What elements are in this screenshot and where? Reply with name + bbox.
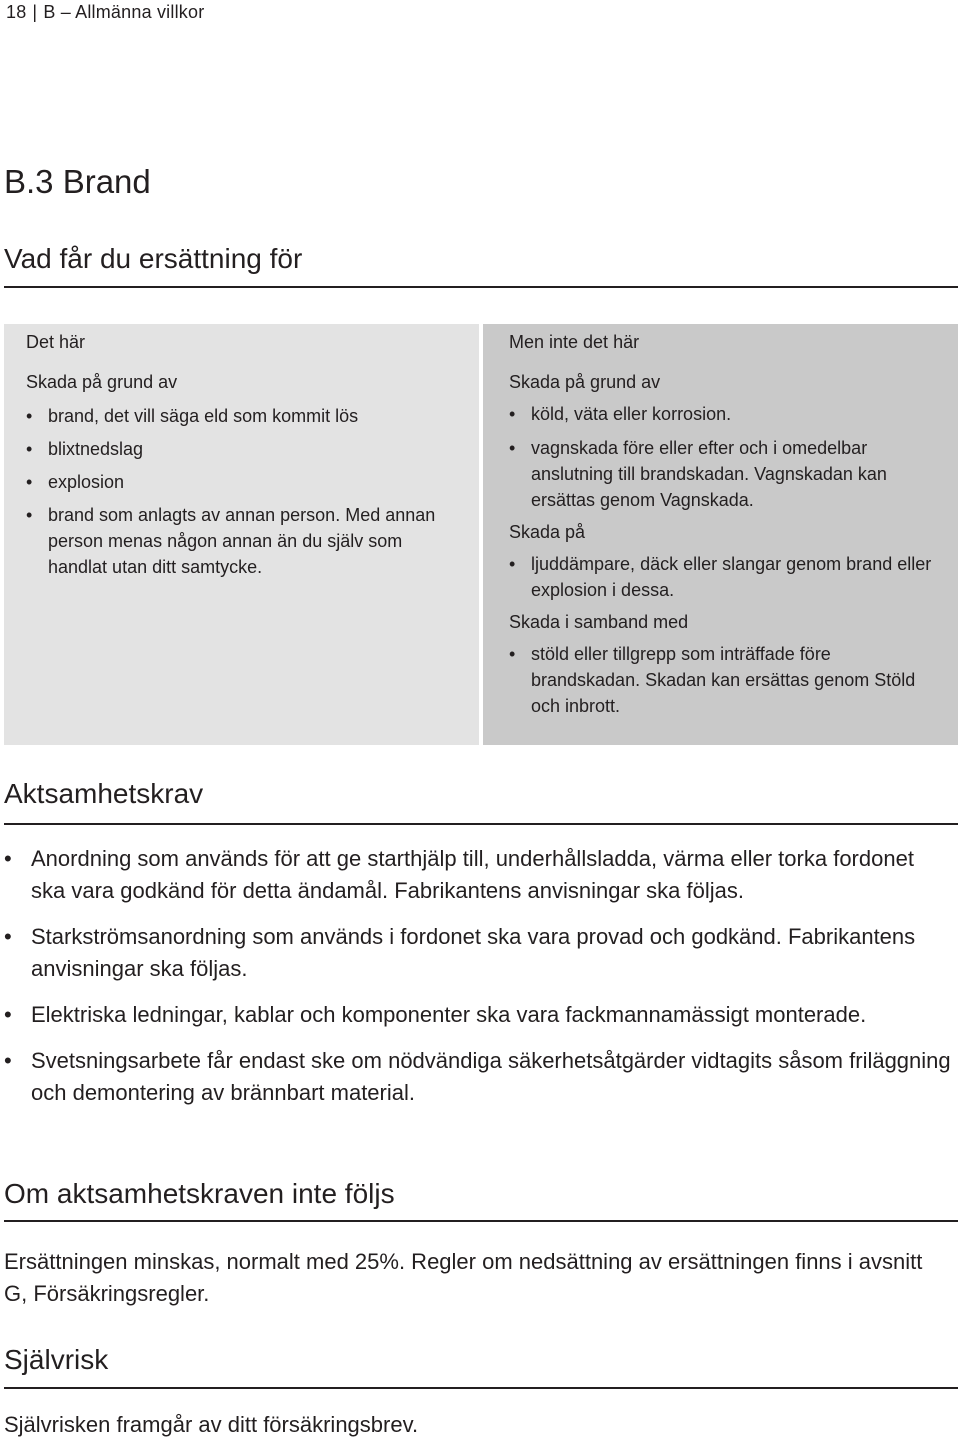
not-covered-intro: Skada på — [509, 522, 586, 542]
list-item: • brand, det vill säga eld som kommit lös — [26, 403, 457, 429]
page-header — [6, 2, 204, 23]
aktsamhet-list — [4, 843, 954, 1123]
divider — [4, 1220, 958, 1222]
list-item: • blixtnedslag — [26, 436, 457, 462]
om-aktsamhet-heading: Om aktsamhetskraven inte följs — [4, 1178, 395, 1209]
page-number: 18 — [6, 2, 27, 22]
list-item: • vagnskada före eller efter och i omedelbar anslutning till brandskadan. Vagnskadan kan ersättas genom Vagnskada. — [509, 435, 938, 513]
list-item: • Elektriska ledningar, kablar och komponenter ska vara fackmannamässigt monterade. — [4, 999, 954, 1031]
not-covered-column — [483, 324, 958, 745]
not-covered-list — [509, 551, 938, 603]
covered-intro: Skada på grund av — [26, 372, 178, 392]
covered-list — [26, 403, 457, 580]
coverage-table — [4, 324, 958, 745]
om-aktsamhet-text: Ersättningen minskas, normalt med 25%. Regler om nedsättning av ersättningen finns i avsnitt G, Försäkringsregler. — [4, 1249, 923, 1306]
sjalvrisk-text: Självrisken framgår av ditt försäkringsbrev. — [4, 1412, 419, 1437]
divider — [4, 823, 958, 825]
list-item: • stöld eller tillgrepp som inträffade före brandskadan. Skadan kan ersättas genom Stöld och inbrott. — [509, 641, 938, 719]
header-separator: | — [32, 2, 38, 22]
section-title: B.3 Brand — [4, 163, 151, 200]
list-item: • explosion — [26, 469, 457, 495]
list-item: • Svetsningsarbete får endast ske om nödvändiga säkerhetsåtgärder vidtagits såsom friläggning och demontering av brännbart material. — [4, 1045, 954, 1109]
list-item: • köld, väta eller korrosion. — [509, 401, 938, 427]
not-covered-list — [509, 641, 938, 719]
not-covered-list — [509, 401, 938, 513]
header-section: B – Allmänna villkor — [43, 2, 205, 22]
list-item: • ljuddämpare, däck eller slangar genom brand eller explosion i dessa. — [509, 551, 938, 603]
list-item: • brand som anlagts av annan person. Med annan person menas någon annan än du själv som handlat utan ditt samtycke. — [26, 502, 457, 580]
not-covered-intro: Skada i samband med — [509, 612, 689, 632]
aktsamhet-heading: Aktsamhetskrav — [4, 778, 204, 809]
divider — [4, 286, 958, 288]
sub-title: Vad får du ersättning för — [4, 243, 303, 274]
covered-column — [4, 324, 479, 745]
not-covered-intro: Skada på grund av — [509, 372, 661, 392]
divider — [4, 1387, 958, 1389]
not-covered-heading: Men inte det här — [509, 332, 640, 352]
list-item: • Anordning som används för att ge starthjälp till, underhållsladda, värma eller torka fordonet ska vara godkänd för detta ändamål. Fabrikantens anvisningar ska följas. — [4, 843, 954, 907]
list-item: • Starkströmsanordning som används i fordonet ska vara provad och godkänd. Fabrikantens anvisningar ska följas. — [4, 921, 954, 985]
covered-heading: Det här — [26, 332, 86, 352]
sjalvrisk-heading: Självrisk — [4, 1344, 109, 1375]
